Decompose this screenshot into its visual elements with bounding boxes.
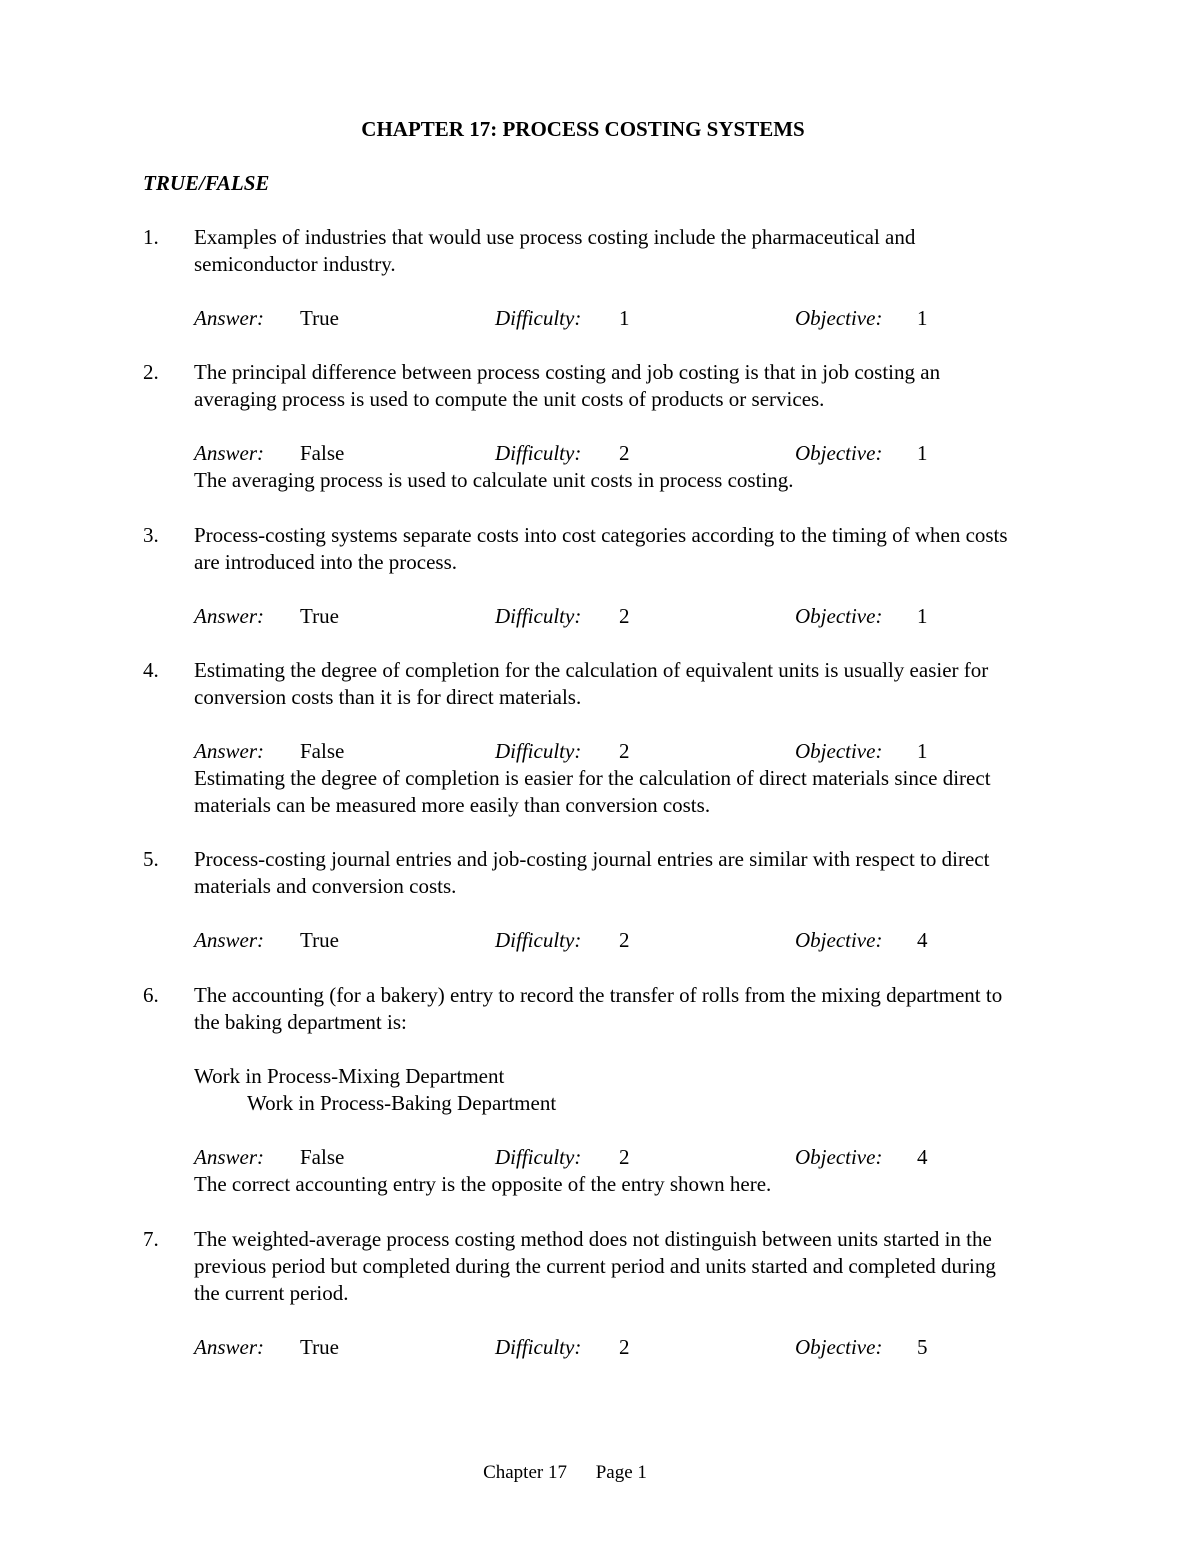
answer-label: Answer: — [194, 739, 264, 763]
answer-row — [194, 603, 1024, 630]
footer-chapter: Chapter 17 — [483, 1462, 567, 1483]
answer-row — [194, 440, 1024, 467]
answer-explanation: Estimating the degree of completion is easier for the calculation of direct materials since direct materials can be measured more easily than conversion costs. — [194, 766, 991, 817]
answer-label: Answer: — [194, 441, 264, 465]
difficulty-label: Difficulty: — [495, 306, 582, 330]
difficulty-label: Difficulty: — [495, 1335, 582, 1359]
objective-label: Objective: — [795, 306, 883, 330]
difficulty-value: 2 — [619, 441, 630, 465]
answer-explanation: The averaging process is used to calculate unit costs in process costing. — [194, 468, 794, 492]
objective-value: 4 — [917, 1145, 928, 1169]
section-heading: TRUE/FALSE — [143, 171, 270, 195]
difficulty-value: 2 — [619, 928, 630, 952]
answer-value: True — [300, 306, 339, 330]
difficulty-value: 2 — [619, 604, 630, 628]
question-number: 1. — [143, 225, 159, 249]
objective-value: 5 — [917, 1335, 928, 1359]
objective-label: Objective: — [795, 441, 883, 465]
answer-label: Answer: — [194, 928, 264, 952]
question-text: Examples of industries that would use process costing include the pharmaceutical and semiconductor industry. — [194, 225, 916, 276]
objective-label: Objective: — [795, 604, 883, 628]
objective-value: 1 — [917, 604, 928, 628]
journal-debit-line: Work in Process-Mixing Department — [194, 1064, 505, 1088]
chapter-title: CHAPTER 17: PROCESS COSTING SYSTEMS — [361, 117, 805, 141]
answer-value: True — [300, 1335, 339, 1359]
difficulty-label: Difficulty: — [495, 739, 582, 763]
answer-row — [194, 738, 1024, 765]
question-number: 4. — [143, 658, 159, 682]
answer-row — [194, 1334, 1024, 1361]
objective-label: Objective: — [795, 928, 883, 952]
difficulty-value: 2 — [619, 1145, 630, 1169]
difficulty-value: 1 — [619, 306, 630, 330]
question-number: 7. — [143, 1227, 159, 1251]
difficulty-value: 2 — [619, 739, 630, 763]
question-text: Estimating the degree of completion for the calculation of equivalent units is usually easier for conversion costs than it is for direct materials. — [194, 658, 989, 709]
answer-label: Answer: — [194, 604, 264, 628]
question-text: Process-costing journal entries and job-costing journal entries are similar with respect to direct materials and conversion costs. — [194, 847, 990, 898]
answer-value: False — [300, 739, 345, 763]
answer-explanation: The correct accounting entry is the opposite of the entry shown here. — [194, 1172, 772, 1196]
answer-row — [194, 1144, 1024, 1171]
answer-row — [194, 305, 1024, 332]
page-footer — [0, 1459, 1130, 1486]
objective-value: 4 — [917, 928, 928, 952]
difficulty-label: Difficulty: — [495, 1145, 582, 1169]
journal-credit-line: Work in Process-Baking Department — [247, 1091, 557, 1115]
answer-value: True — [300, 928, 339, 952]
objective-label: Objective: — [795, 1335, 883, 1359]
difficulty-value: 2 — [619, 1335, 630, 1359]
question-number: 2. — [143, 360, 159, 384]
difficulty-label: Difficulty: — [495, 604, 582, 628]
question-text: The accounting (for a bakery) entry to record the transfer of rolls from the mixing department to the baking department is: — [194, 983, 1003, 1034]
question-text: The weighted-average process costing method does not distinguish between units started in the previous period but completed during the current period and units started and completed during the current period. — [194, 1227, 996, 1305]
question-text: The principal difference between process costing and job costing is that in job costing an averaging process is used to compute the unit costs of products or services. — [194, 360, 941, 411]
answer-row — [194, 927, 1024, 954]
answer-label: Answer: — [194, 1145, 264, 1169]
question-number: 3. — [143, 523, 159, 547]
footer-page-number: Page 1 — [595, 1462, 647, 1483]
journal-entry — [194, 1063, 1024, 1117]
difficulty-label: Difficulty: — [495, 928, 582, 952]
objective-value: 1 — [917, 306, 928, 330]
question-number: 6. — [143, 983, 159, 1007]
question-number: 5. — [143, 847, 159, 871]
objective-label: Objective: — [795, 739, 883, 763]
answer-value: True — [300, 604, 339, 628]
answer-label: Answer: — [194, 306, 264, 330]
answer-value: False — [300, 1145, 345, 1169]
objective-value: 1 — [917, 739, 928, 763]
objective-value: 1 — [917, 441, 928, 465]
answer-value: False — [300, 441, 345, 465]
difficulty-label: Difficulty: — [495, 441, 582, 465]
answer-label: Answer: — [194, 1335, 264, 1359]
question-text: Process-costing systems separate costs into cost categories according to the timing of when costs are introduced into the process. — [194, 523, 1008, 574]
objective-label: Objective: — [795, 1145, 883, 1169]
